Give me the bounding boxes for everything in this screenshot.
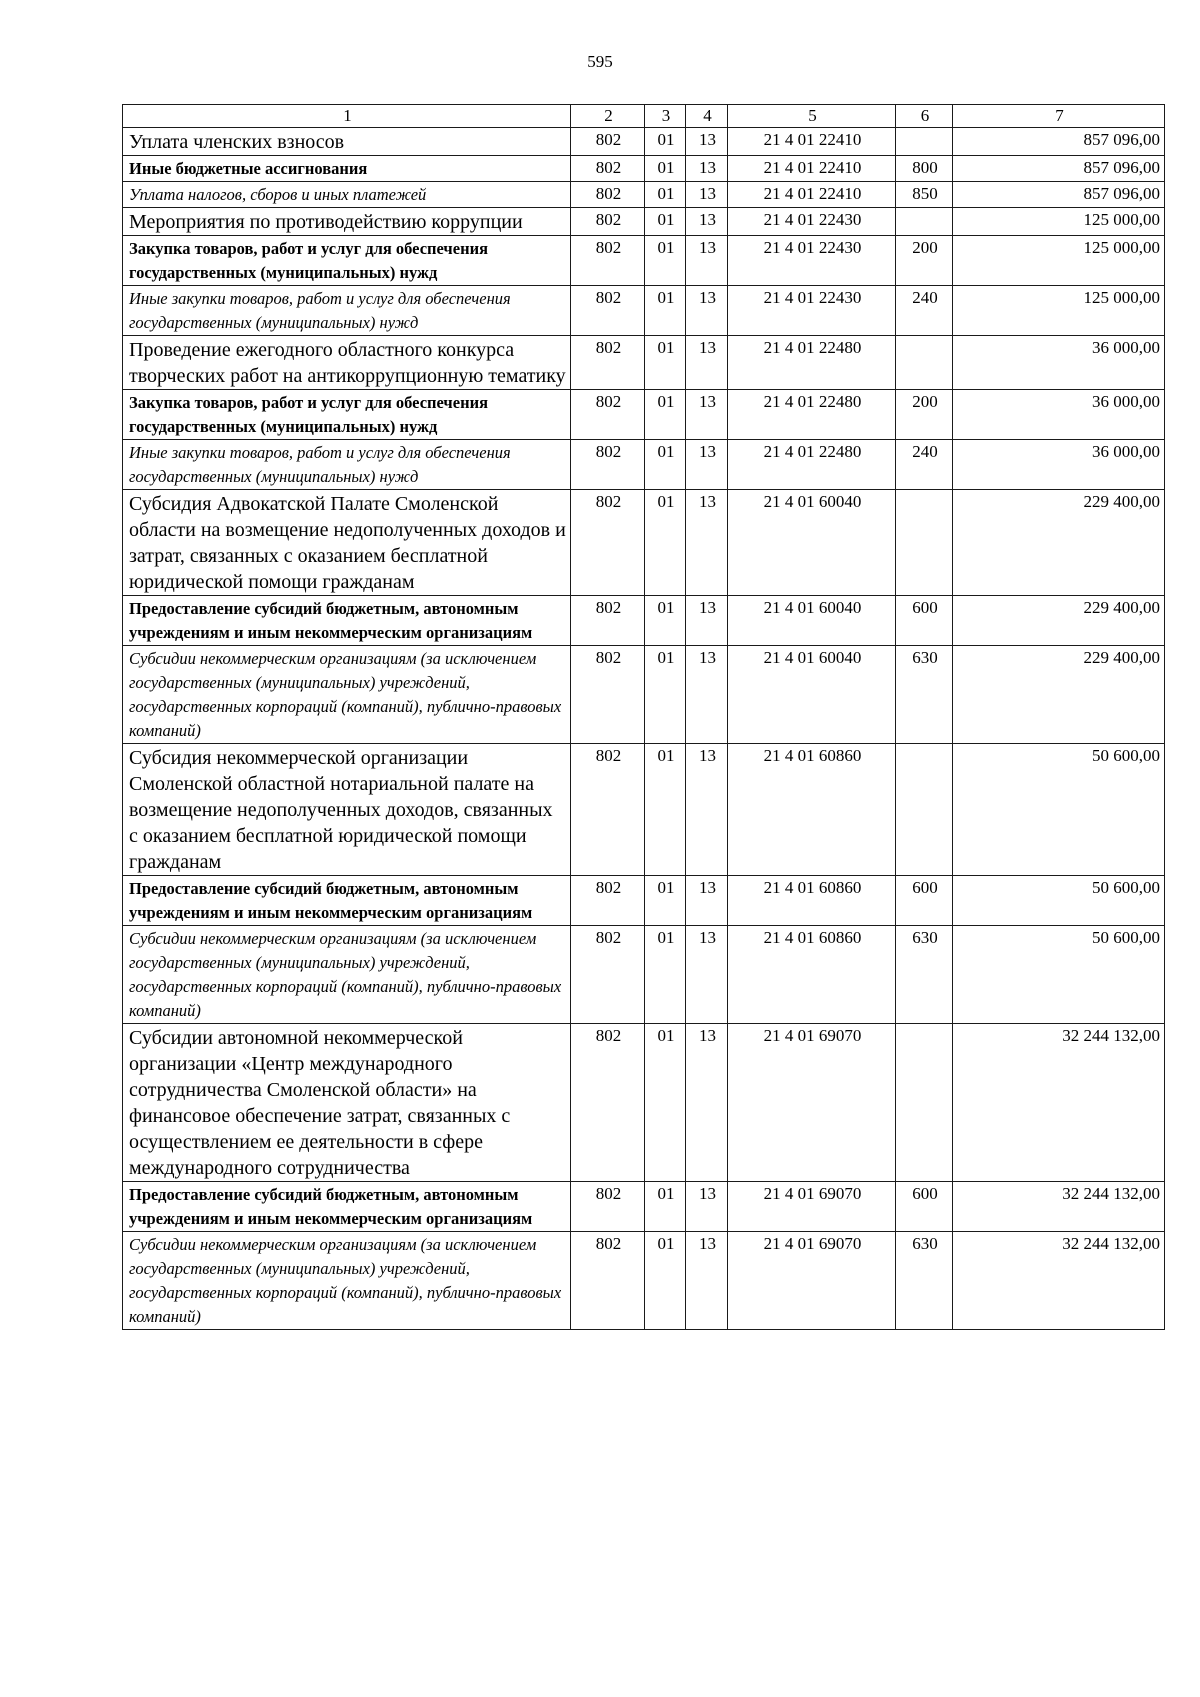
expense-type-cell: 200 bbox=[896, 236, 953, 286]
subsection-cell: 13 bbox=[686, 156, 728, 182]
page-number: 595 bbox=[587, 52, 613, 71]
header-cell: 5 bbox=[728, 105, 896, 128]
amount-cell: 125 000,00 bbox=[953, 236, 1165, 286]
amount-cell: 50 600,00 bbox=[953, 926, 1165, 1024]
table-row bbox=[123, 926, 1165, 1024]
ministry-code-cell: 802 bbox=[571, 286, 645, 336]
budget-table bbox=[122, 104, 1165, 1330]
section-cell: 01 bbox=[645, 236, 686, 286]
target-article-cell: 21 4 01 22480 bbox=[728, 336, 896, 390]
amount-cell: 50 600,00 bbox=[953, 876, 1165, 926]
section-cell: 01 bbox=[645, 876, 686, 926]
target-article-cell: 21 4 01 69070 bbox=[728, 1024, 896, 1182]
target-article-cell: 21 4 01 22430 bbox=[728, 236, 896, 286]
section-cell: 01 bbox=[645, 490, 686, 596]
target-article-cell: 21 4 01 60040 bbox=[728, 490, 896, 596]
amount-cell: 229 400,00 bbox=[953, 596, 1165, 646]
row-name-cell: Субсидия некоммерческой организации Смоленской областной нотариальной палате на возмещение недополученных доходов, связанных с оказанием бесплатной юридической помощи гражданам bbox=[123, 744, 571, 876]
expense-type-cell bbox=[896, 1024, 953, 1182]
amount-cell: 857 096,00 bbox=[953, 156, 1165, 182]
subsection-cell: 13 bbox=[686, 1182, 728, 1232]
header-cell: 3 bbox=[645, 105, 686, 128]
ministry-code-cell: 802 bbox=[571, 596, 645, 646]
expense-type-cell: 630 bbox=[896, 1232, 953, 1330]
amount-cell: 125 000,00 bbox=[953, 208, 1165, 236]
amount-cell: 32 244 132,00 bbox=[953, 1024, 1165, 1182]
target-article-cell: 21 4 01 22430 bbox=[728, 208, 896, 236]
ministry-code-cell: 802 bbox=[571, 208, 645, 236]
subsection-cell: 13 bbox=[686, 646, 728, 744]
subsection-cell: 13 bbox=[686, 208, 728, 236]
table-row bbox=[123, 744, 1165, 876]
table-row bbox=[123, 182, 1165, 208]
row-name-cell: Закупка товаров, работ и услуг для обеспечения государственных (муниципальных) нужд bbox=[123, 390, 571, 440]
target-article-cell: 21 4 01 69070 bbox=[728, 1182, 896, 1232]
table-row bbox=[123, 390, 1165, 440]
target-article-cell: 21 4 01 22410 bbox=[728, 182, 896, 208]
target-article-cell: 21 4 01 22430 bbox=[728, 286, 896, 336]
expense-type-cell bbox=[896, 490, 953, 596]
row-name-cell: Уплата членских взносов bbox=[123, 128, 571, 156]
subsection-cell: 13 bbox=[686, 336, 728, 390]
expense-type-cell bbox=[896, 128, 953, 156]
section-cell: 01 bbox=[645, 1024, 686, 1182]
table-row bbox=[123, 440, 1165, 490]
section-cell: 01 bbox=[645, 926, 686, 1024]
row-name-cell: Предоставление субсидий бюджетным, автономным учреждениям и иным некоммерческим организациям bbox=[123, 1182, 571, 1232]
ministry-code-cell: 802 bbox=[571, 236, 645, 286]
expense-type-cell bbox=[896, 336, 953, 390]
row-name-cell: Мероприятия по противодействию коррупции bbox=[123, 208, 571, 236]
row-name-cell: Уплата налогов, сборов и иных платежей bbox=[123, 182, 571, 208]
row-name-cell: Иные закупки товаров, работ и услуг для обеспечения государственных (муниципальных) нужд bbox=[123, 286, 571, 336]
row-name-cell: Иные закупки товаров, работ и услуг для обеспечения государственных (муниципальных) нужд bbox=[123, 440, 571, 490]
amount-cell: 125 000,00 bbox=[953, 286, 1165, 336]
ministry-code-cell: 802 bbox=[571, 182, 645, 208]
expense-type-cell: 600 bbox=[896, 1182, 953, 1232]
table-body bbox=[123, 128, 1165, 1330]
expense-type-cell: 240 bbox=[896, 440, 953, 490]
target-article-cell: 21 4 01 69070 bbox=[728, 1232, 896, 1330]
ministry-code-cell: 802 bbox=[571, 876, 645, 926]
section-cell: 01 bbox=[645, 182, 686, 208]
header-cell: 6 bbox=[896, 105, 953, 128]
ministry-code-cell: 802 bbox=[571, 390, 645, 440]
table-row bbox=[123, 1232, 1165, 1330]
subsection-cell: 13 bbox=[686, 490, 728, 596]
amount-cell: 229 400,00 bbox=[953, 490, 1165, 596]
header-cell: 4 bbox=[686, 105, 728, 128]
table-row bbox=[123, 646, 1165, 744]
header-cell: 1 bbox=[123, 105, 571, 128]
ministry-code-cell: 802 bbox=[571, 744, 645, 876]
ministry-code-cell: 802 bbox=[571, 156, 645, 182]
row-name-cell: Проведение ежегодного областного конкурса творческих работ на антикоррупционную тематику bbox=[123, 336, 571, 390]
amount-cell: 36 000,00 bbox=[953, 336, 1165, 390]
amount-cell: 32 244 132,00 bbox=[953, 1182, 1165, 1232]
ministry-code-cell: 802 bbox=[571, 926, 645, 1024]
target-article-cell: 21 4 01 60860 bbox=[728, 876, 896, 926]
section-cell: 01 bbox=[645, 646, 686, 744]
ministry-code-cell: 802 bbox=[571, 1182, 645, 1232]
amount-cell: 857 096,00 bbox=[953, 182, 1165, 208]
section-cell: 01 bbox=[645, 1232, 686, 1330]
table-row bbox=[123, 286, 1165, 336]
section-cell: 01 bbox=[645, 128, 686, 156]
amount-cell: 50 600,00 bbox=[953, 744, 1165, 876]
table-row bbox=[123, 208, 1165, 236]
ministry-code-cell: 802 bbox=[571, 128, 645, 156]
subsection-cell: 13 bbox=[686, 876, 728, 926]
target-article-cell: 21 4 01 22410 bbox=[728, 128, 896, 156]
amount-cell: 229 400,00 bbox=[953, 646, 1165, 744]
row-name-cell: Субсидии некоммерческим организациям (за исключением государственных (муниципальных) учреждений, государственных корпораций (компаний), публично-правовых компаний) bbox=[123, 926, 571, 1024]
target-article-cell: 21 4 01 60860 bbox=[728, 744, 896, 876]
row-name-cell: Субсидии некоммерческим организациям (за исключением государственных (муниципальных) учреждений, государственных корпораций (компаний), публично-правовых компаний) bbox=[123, 646, 571, 744]
ministry-code-cell: 802 bbox=[571, 1024, 645, 1182]
target-article-cell: 21 4 01 60040 bbox=[728, 646, 896, 744]
subsection-cell: 13 bbox=[686, 1232, 728, 1330]
table-row bbox=[123, 1024, 1165, 1182]
row-name-cell: Иные бюджетные ассигнования bbox=[123, 156, 571, 182]
section-cell: 01 bbox=[645, 440, 686, 490]
subsection-cell: 13 bbox=[686, 1024, 728, 1182]
expense-type-cell bbox=[896, 744, 953, 876]
table-row bbox=[123, 490, 1165, 596]
row-name-cell: Субсидии автономной некоммерческой организации «Центр международного сотрудничества Смоленской области» на финансовое обеспечение затрат, связанных с осуществлением ее деятельности в сфере международного сотрудничества bbox=[123, 1024, 571, 1182]
section-cell: 01 bbox=[645, 596, 686, 646]
expense-type-cell: 630 bbox=[896, 646, 953, 744]
section-cell: 01 bbox=[645, 390, 686, 440]
subsection-cell: 13 bbox=[686, 286, 728, 336]
ministry-code-cell: 802 bbox=[571, 1232, 645, 1330]
table-row bbox=[123, 336, 1165, 390]
table-row bbox=[123, 156, 1165, 182]
expense-type-cell: 600 bbox=[896, 596, 953, 646]
section-cell: 01 bbox=[645, 156, 686, 182]
target-article-cell: 21 4 01 60860 bbox=[728, 926, 896, 1024]
expense-type-cell: 630 bbox=[896, 926, 953, 1024]
row-name-cell: Предоставление субсидий бюджетным, автономным учреждениям и иным некоммерческим организациям bbox=[123, 876, 571, 926]
subsection-cell: 13 bbox=[686, 440, 728, 490]
expense-type-cell: 800 bbox=[896, 156, 953, 182]
table-row bbox=[123, 596, 1165, 646]
target-article-cell: 21 4 01 22480 bbox=[728, 390, 896, 440]
subsection-cell: 13 bbox=[686, 236, 728, 286]
subsection-cell: 13 bbox=[686, 182, 728, 208]
expense-type-cell: 240 bbox=[896, 286, 953, 336]
table-row bbox=[123, 128, 1165, 156]
section-cell: 01 bbox=[645, 286, 686, 336]
table-row bbox=[123, 876, 1165, 926]
target-article-cell: 21 4 01 60040 bbox=[728, 596, 896, 646]
target-article-cell: 21 4 01 22410 bbox=[728, 156, 896, 182]
expense-type-cell: 600 bbox=[896, 876, 953, 926]
amount-cell: 36 000,00 bbox=[953, 440, 1165, 490]
expense-type-cell: 200 bbox=[896, 390, 953, 440]
ministry-code-cell: 802 bbox=[571, 490, 645, 596]
row-name-cell: Закупка товаров, работ и услуг для обеспечения государственных (муниципальных) нужд bbox=[123, 236, 571, 286]
subsection-cell: 13 bbox=[686, 926, 728, 1024]
table-row bbox=[123, 236, 1165, 286]
expense-type-cell bbox=[896, 208, 953, 236]
amount-cell: 857 096,00 bbox=[953, 128, 1165, 156]
expense-type-cell: 850 bbox=[896, 182, 953, 208]
subsection-cell: 13 bbox=[686, 596, 728, 646]
subsection-cell: 13 bbox=[686, 128, 728, 156]
ministry-code-cell: 802 bbox=[571, 336, 645, 390]
header-cell: 2 bbox=[571, 105, 645, 128]
header-cell: 7 bbox=[953, 105, 1165, 128]
row-name-cell: Субсидия Адвокатской Палате Смоленской области на возмещение недополученных доходов и затрат, связанных с оказанием бесплатной юридической помощи гражданам bbox=[123, 490, 571, 596]
section-cell: 01 bbox=[645, 744, 686, 876]
target-article-cell: 21 4 01 22480 bbox=[728, 440, 896, 490]
ministry-code-cell: 802 bbox=[571, 646, 645, 744]
section-cell: 01 bbox=[645, 336, 686, 390]
row-name-cell: Предоставление субсидий бюджетным, автономным учреждениям и иным некоммерческим организациям bbox=[123, 596, 571, 646]
amount-cell: 32 244 132,00 bbox=[953, 1232, 1165, 1330]
subsection-cell: 13 bbox=[686, 744, 728, 876]
amount-cell: 36 000,00 bbox=[953, 390, 1165, 440]
section-cell: 01 bbox=[645, 208, 686, 236]
table-header-row bbox=[123, 105, 1165, 128]
subsection-cell: 13 bbox=[686, 390, 728, 440]
row-name-cell: Субсидии некоммерческим организациям (за исключением государственных (муниципальных) учреждений, государственных корпораций (компаний), публично-правовых компаний) bbox=[123, 1232, 571, 1330]
ministry-code-cell: 802 bbox=[571, 440, 645, 490]
section-cell: 01 bbox=[645, 1182, 686, 1232]
table-row bbox=[123, 1182, 1165, 1232]
